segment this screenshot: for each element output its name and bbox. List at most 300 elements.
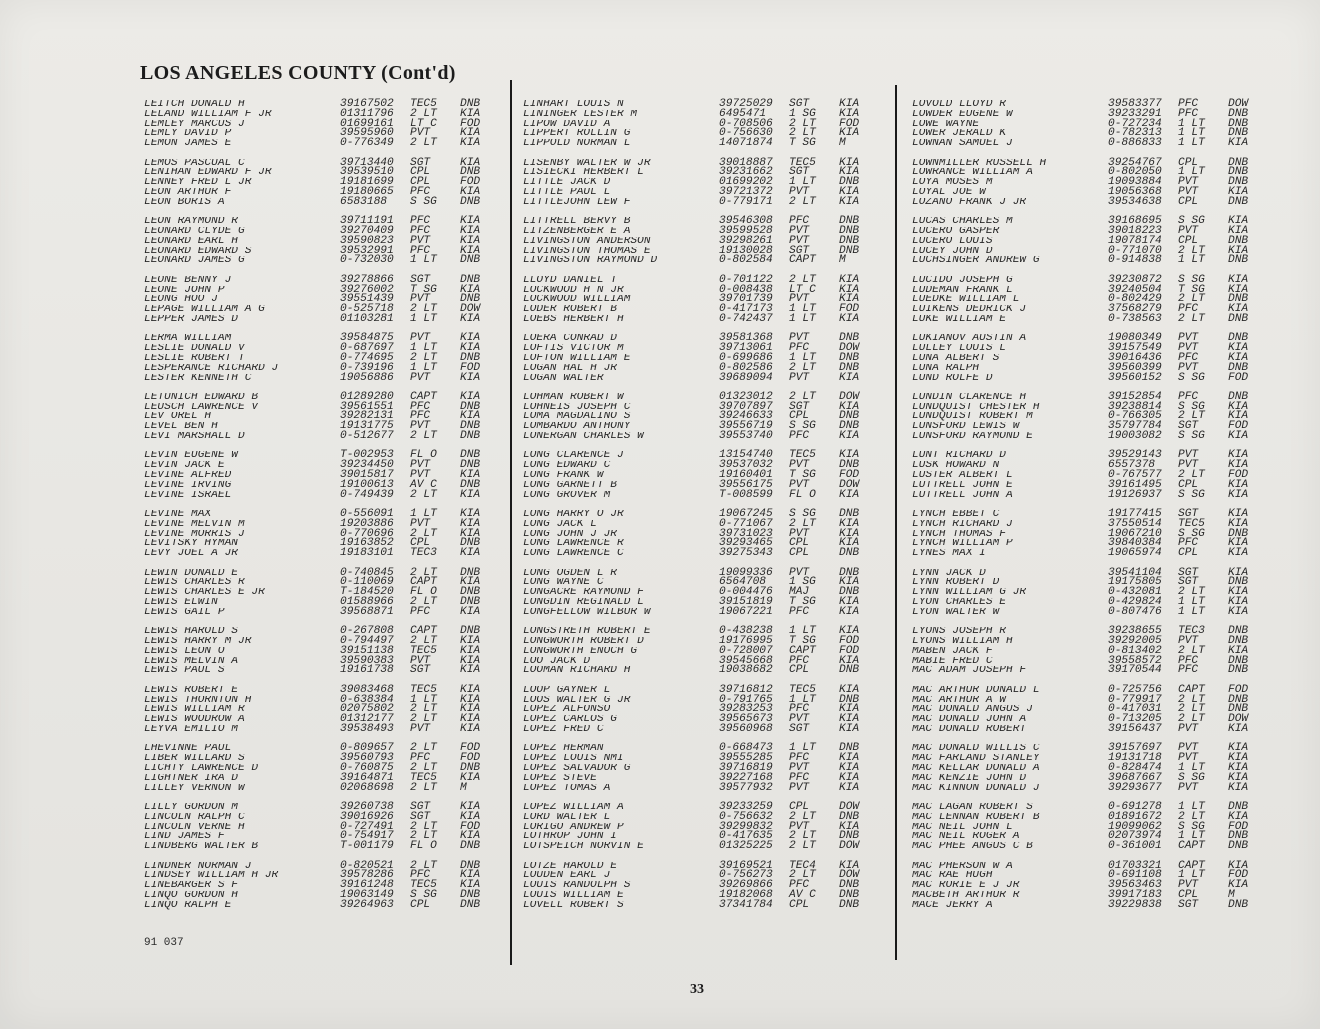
entry-serial-number: 19160401 — [719, 469, 773, 482]
entry-name: LODER ROBERT B — [523, 305, 617, 315]
roster-entry — [523, 898, 883, 911]
entry-name: LOTHROP JOHN I — [523, 832, 617, 843]
entry-status: KIA — [1228, 781, 1249, 794]
entry-name: LUDEMAN FRANK L — [912, 285, 1013, 296]
entry-name: LOERA CONRAD D — [523, 334, 617, 345]
entry-name: LUTTRELL JOHN E — [912, 480, 1013, 491]
entry-name: LIPOW DAVID A — [523, 119, 611, 130]
roster-entry — [912, 744, 1272, 754]
roster-entry — [523, 273, 883, 286]
entry-name: LITTRELL BERVY B — [523, 217, 631, 227]
entry-name: LEWIS GAIL P — [144, 607, 225, 618]
entry-name: LONGSTRETH ROBERT E — [523, 627, 651, 637]
entry-status: FOD — [460, 176, 481, 189]
roster-group — [912, 100, 1272, 149]
entry-serial-number: 39599528 — [719, 224, 773, 237]
entry-status: KIA — [839, 371, 860, 384]
entry-name: LONG JOHN J JR — [523, 529, 617, 540]
entry-name: LEMLY DAVID P — [144, 129, 232, 140]
entry-serial-number: 37341784 — [719, 898, 773, 911]
roster-group — [144, 156, 504, 208]
entry-status: DNB — [460, 166, 481, 179]
entry-name: LUCERO LOUIS — [912, 236, 993, 247]
entry-rank: 2 LT — [1178, 469, 1205, 482]
entry-serial-number: 39018223 — [1108, 224, 1162, 237]
entry-status: KIA — [1228, 879, 1249, 892]
entry-status: DNB — [1228, 195, 1249, 208]
entry-serial-number: 19065974 — [1108, 547, 1162, 560]
entry-name: LULLEY LOUIS L — [912, 344, 1006, 354]
entry-rank: CPL — [789, 547, 810, 560]
entry-name: LLOYD DANIEL T — [523, 275, 617, 286]
entry-serial-number: 01699202 — [719, 176, 773, 189]
roster-entry — [912, 412, 1272, 422]
roster-entry — [523, 627, 883, 637]
entry-status: FOD — [1228, 469, 1249, 482]
entry-status: DNB — [460, 888, 481, 901]
entry-status: KIA — [460, 771, 481, 784]
roster-group — [912, 566, 1272, 618]
entry-status: KIA — [460, 224, 481, 237]
entry-serial-number: 19175805 — [1108, 576, 1162, 589]
entry-rank: PFC — [1178, 107, 1199, 120]
entry-serial-number: 0-556091 — [340, 508, 394, 521]
entry-rank: S SG — [410, 195, 437, 208]
roster-entry — [523, 842, 883, 852]
roster-group — [144, 683, 504, 735]
entry-rank: SGT — [1178, 508, 1199, 521]
entry-status: DNB — [1228, 117, 1249, 130]
entry-status: DNB — [839, 888, 860, 901]
entry-serial-number: 39581368 — [719, 332, 773, 345]
entry-serial-number: 19203886 — [340, 517, 394, 530]
roster-entry — [912, 371, 1272, 384]
entry-name: LORD WALTER L — [523, 812, 611, 823]
entry-status: DNB — [839, 898, 860, 911]
roster-entry — [144, 539, 504, 549]
roster-entry — [144, 156, 504, 169]
entry-serial-number: 19067221 — [719, 605, 773, 618]
entry-rank: PFC — [789, 879, 810, 892]
entry-status: DOW — [1228, 713, 1249, 726]
entry-name: LOWER JERALD K — [912, 129, 1006, 140]
roster-group — [144, 800, 504, 853]
entry-name: LYNN WILLIAM G JR — [912, 588, 1027, 599]
roster-entry — [144, 432, 504, 442]
entry-rank: S SG — [1178, 430, 1205, 443]
roster-entry — [144, 881, 504, 891]
entry-serial-number: 39701739 — [719, 293, 773, 306]
entry-name: MAC DONALD ROBERT — [912, 724, 1027, 735]
entry-serial-number: 39246633 — [719, 410, 773, 423]
entry-serial-number: T-001179 — [340, 840, 394, 853]
entry-serial-number: 39083468 — [340, 683, 394, 696]
roster-entry — [523, 129, 883, 139]
entry-status: DNB — [839, 234, 860, 247]
entry-rank: 2 LT — [789, 390, 816, 403]
entry-status: KIA — [460, 683, 481, 696]
entry-serial-number: 19056368 — [1108, 185, 1162, 198]
entry-status: KIA — [460, 800, 481, 813]
entry-name: LINDBERG WALTER B — [144, 842, 259, 852]
entry-serial-number: 0-687697 — [340, 342, 394, 355]
entry-name: LEONARD JAMES G — [144, 256, 245, 267]
entry-status: KIA — [839, 527, 860, 540]
entry-serial-number: 39229838 — [1108, 898, 1162, 911]
entry-serial-number: 19099336 — [719, 566, 773, 579]
entry-serial-number: 0-791765 — [719, 693, 773, 706]
entry-serial-number: 0-742437 — [719, 312, 773, 325]
roster-group — [523, 627, 883, 676]
entry-serial-number: 0-725756 — [1108, 683, 1162, 696]
roster-group — [523, 217, 883, 266]
entry-status: KIA — [460, 469, 481, 482]
entry-name: LEMLEY MARCUS J — [144, 119, 245, 130]
entry-name: LOFTIS VICTOR M — [523, 344, 624, 354]
entry-serial-number: 0-820521 — [340, 859, 394, 872]
roster-entry — [144, 256, 504, 266]
roster-entry — [523, 256, 883, 266]
entry-name: LOWE WAYNE — [912, 119, 980, 130]
entry-status: KIA — [839, 781, 860, 794]
entry-rank: PVT — [410, 127, 431, 140]
entry-rank: PFC — [1178, 98, 1199, 110]
roster-entry — [912, 683, 1272, 696]
entry-name: LENNEY FRED L JR — [144, 178, 252, 188]
entry-status: KIA — [460, 605, 481, 618]
entry-serial-number: 01311796 — [340, 107, 394, 120]
entry-rank: FL O — [410, 586, 437, 599]
entry-serial-number: 13154740 — [719, 449, 773, 462]
entry-status: DNB — [1228, 156, 1249, 169]
entry-status: KIA — [1228, 478, 1249, 491]
roster-group — [912, 683, 1272, 735]
entry-serial-number: 02073974 — [1108, 830, 1162, 843]
roster-entry — [144, 754, 504, 764]
entry-serial-number: 39546308 — [719, 215, 773, 228]
entry-status: DNB — [1228, 625, 1249, 638]
entry-serial-number: 35797784 — [1108, 420, 1162, 433]
roster-entry — [523, 539, 883, 549]
roster-entry — [523, 754, 883, 764]
entry-serial-number: 0-760875 — [340, 761, 394, 774]
entry-serial-number: 6564708 — [719, 576, 766, 589]
entry-status: KIA — [1228, 488, 1249, 501]
entry-rank: PFC — [789, 342, 810, 355]
entry-rank: 1 LT — [789, 312, 816, 325]
entry-status: KIA — [839, 537, 860, 550]
entry-rank: 1 LT — [410, 361, 437, 374]
entry-name: LEWIS ROBERT E — [144, 685, 238, 696]
entry-serial-number: 0-417635 — [719, 830, 773, 843]
entry-serial-number: 0-802429 — [1108, 293, 1162, 306]
entry-serial-number: 39293465 — [719, 537, 773, 550]
entry-status: KIA — [839, 283, 860, 296]
entry-name: MAC KELLAR DONALD A — [912, 763, 1040, 774]
entry-name: LISIECKI HERBERT L — [523, 168, 644, 179]
entry-status: DNB — [460, 449, 481, 462]
entry-serial-number: 0-732030 — [340, 254, 394, 267]
entry-name: LEVEL BEN H — [144, 422, 218, 433]
entry-name: MAC NEIL JOHN L — [912, 822, 1013, 833]
entry-rank: PVT — [1178, 781, 1199, 794]
entry-serial-number: 39169521 — [719, 859, 773, 872]
entry-name: MAC RAE HUGH — [912, 871, 993, 882]
entry-name: LONG WAYNE C — [523, 578, 604, 589]
entry-rank: 2 LT — [410, 430, 437, 443]
roster-entry — [523, 139, 883, 149]
entry-rank: 2 LT — [410, 488, 437, 501]
entry-status: KIA — [1228, 185, 1249, 198]
entry-name: LEONARD EDWARD S — [144, 246, 252, 257]
roster-entry — [523, 588, 883, 598]
entry-rank: 2 LT — [410, 820, 437, 833]
entry-serial-number: 19093884 — [1108, 176, 1162, 189]
entry-rank: PVT — [1178, 459, 1199, 472]
entry-status: DNB — [839, 224, 860, 237]
entry-serial-number: 39577932 — [719, 781, 773, 794]
entry-rank: PFC — [789, 654, 810, 667]
entry-rank: 1 LT — [1178, 830, 1205, 843]
entry-name: LYONS JOSEPH R — [912, 627, 1006, 637]
entry-serial-number: 0-708506 — [719, 117, 773, 130]
entry-rank: T SG — [410, 283, 437, 296]
roster-entry — [912, 256, 1272, 266]
entry-status: DNB — [839, 176, 860, 189]
entry-name: LYNES MAX I — [912, 549, 986, 560]
entry-status: KIA — [460, 517, 481, 530]
entry-rank: 1 LT — [410, 254, 437, 267]
entry-status: DNB — [1228, 664, 1249, 677]
entry-serial-number: 0-008438 — [719, 283, 773, 296]
roster-entry — [144, 800, 504, 813]
entry-serial-number: 39018887 — [719, 156, 773, 169]
entry-status: DNB — [839, 547, 860, 560]
entry-name: LOPEZ FRED C — [523, 724, 604, 735]
roster-entry — [523, 510, 883, 520]
entry-serial-number: 39161248 — [340, 879, 394, 892]
roster-entry — [523, 820, 883, 833]
roster-entry — [144, 517, 504, 530]
roster-entry — [144, 761, 504, 774]
roster-group — [523, 510, 883, 559]
entry-status: KIA — [839, 722, 860, 735]
entry-rank: PVT — [410, 654, 431, 667]
entry-status: KIA — [460, 244, 481, 257]
entry-name: LUNA RALPH — [912, 363, 980, 374]
roster-entry — [912, 810, 1272, 823]
entry-status: KIA — [1228, 566, 1249, 579]
entry-rank: CAPT — [789, 644, 816, 657]
entry-name: LOPEZ WILLIAM A — [523, 802, 624, 813]
entry-status: KIA — [460, 156, 481, 169]
roster-entry — [523, 488, 883, 501]
entry-status: DNB — [1228, 312, 1249, 325]
entry-serial-number: 39541104 — [1108, 566, 1162, 579]
entry-rank: CPL — [1178, 156, 1199, 169]
entry-rank: 1 LT — [410, 312, 437, 325]
entry-rank: PFC — [789, 703, 810, 716]
roster-entry — [912, 644, 1272, 657]
entry-rank: 2 LT — [410, 351, 437, 364]
entry-rank: FL O — [789, 488, 816, 501]
entry-status: FOD — [460, 361, 481, 374]
roster-entry — [144, 451, 504, 461]
entry-name: LOPEZ HERMAN — [523, 744, 604, 755]
entry-name: LOWRANCE WILLIAM A — [912, 168, 1033, 179]
roster-entry — [144, 578, 504, 588]
entry-status: DNB — [460, 859, 481, 872]
entry-serial-number: 0-727491 — [340, 820, 394, 833]
entry-status: KIA — [460, 312, 481, 325]
entry-status: KIA — [1228, 459, 1249, 472]
entry-status: FOD — [460, 752, 481, 765]
entry-status: DNB — [839, 693, 860, 706]
entry-name: LEVI MARSHALL D — [144, 432, 245, 442]
entry-serial-number: 02068698 — [340, 781, 394, 794]
roster-entry — [144, 305, 504, 315]
entry-rank: TEC3 — [410, 547, 437, 560]
entry-status: DNB — [460, 537, 481, 550]
roster-entry — [912, 461, 1272, 471]
page-title: LOS ANGELES COUNTY (Cont'd) — [140, 62, 456, 84]
entry-name: LEON RAYMOND R — [144, 217, 238, 227]
entry-name: LEVINE MELVIN M — [144, 519, 245, 530]
entry-name: MAC DONALD ANGUS J — [912, 705, 1033, 716]
entry-rank: PVT — [410, 517, 431, 530]
roster-entry — [912, 771, 1272, 784]
entry-status: KIA — [1228, 547, 1249, 560]
entry-name: LEMON JAMES E — [144, 139, 232, 149]
entry-rank: PVT — [789, 781, 810, 794]
entry-status: FOD — [839, 644, 860, 657]
entry-name: LETUNICH EDWARD B — [144, 392, 259, 403]
entry-name: LONGDIN REGINALD L — [523, 598, 644, 608]
roster-entry — [144, 224, 504, 237]
entry-name: LYNN JACK D — [912, 568, 986, 579]
entry-serial-number: 19078174 — [1108, 234, 1162, 247]
roster-entry — [912, 156, 1272, 169]
roster-entry — [523, 283, 883, 296]
entry-serial-number: 19130028 — [719, 244, 773, 257]
entry-rank: PVT — [1178, 449, 1199, 462]
entry-serial-number: 0-417173 — [719, 303, 773, 316]
entry-serial-number: 39157697 — [1108, 742, 1162, 755]
entry-name: LUSTER ALBERT L — [912, 471, 1013, 481]
entry-serial-number: 19099062 — [1108, 820, 1162, 833]
entry-name: LIND JAMES F — [144, 832, 225, 843]
entry-name: LOFTON WILLIAM E — [523, 353, 631, 364]
entry-status: DOW — [839, 869, 860, 882]
entry-name: LEPPER JAMES D — [144, 314, 238, 325]
entry-rank: PVT — [789, 478, 810, 491]
entry-serial-number: 0-802050 — [1108, 166, 1162, 179]
roster-entry — [523, 517, 883, 530]
entry-rank: 2 LT — [1178, 703, 1205, 716]
roster-group — [144, 273, 504, 325]
roster-entry — [144, 234, 504, 247]
roster-entry — [523, 195, 883, 208]
entry-serial-number: 0-779917 — [1108, 693, 1162, 706]
entry-name: LUNDIN CLARENCE H — [912, 392, 1027, 403]
roster-entry — [912, 488, 1272, 501]
roster-entry — [523, 888, 883, 901]
entry-status: DNB — [839, 830, 860, 843]
entry-rank: TEC3 — [1178, 625, 1205, 638]
entry-name: LONG EDWARD C — [523, 461, 611, 472]
roster-group — [144, 566, 504, 618]
entry-status: DNB — [460, 400, 481, 413]
entry-serial-number: 0-740845 — [340, 566, 394, 579]
entry-rank: S SG — [1178, 273, 1205, 286]
roster-group — [144, 744, 504, 793]
entry-serial-number: 19163852 — [340, 537, 394, 550]
entry-rank: SGT — [410, 800, 431, 813]
entry-status: FOD — [460, 742, 481, 755]
entry-name: LEWIS WOODROW A — [144, 715, 245, 725]
entry-name: LUCERO GASPER — [912, 226, 1000, 237]
entry-name: MAC NEIL ROGER A — [912, 832, 1020, 843]
entry-status: M — [460, 781, 467, 794]
roster-entry — [144, 832, 504, 842]
entry-rank: 2 LT — [410, 830, 437, 843]
entry-serial-number: 0-417031 — [1108, 703, 1162, 716]
entry-rank: PVT — [1178, 176, 1199, 189]
roster-entry — [912, 361, 1272, 374]
entry-name: MAC KENZIE JOHN D — [912, 773, 1027, 784]
roster-group — [144, 859, 504, 911]
entry-name: LUIKENS DEDRICK J — [912, 305, 1027, 315]
entry-serial-number: 0-770696 — [340, 527, 394, 540]
entry-rank: CAPT — [789, 254, 816, 267]
roster-entry — [912, 800, 1272, 813]
roster-entry — [912, 888, 1272, 901]
entry-status: KIA — [460, 508, 481, 521]
entry-status: DNB — [460, 478, 481, 491]
roster-entry — [523, 771, 883, 784]
entry-rank: 2 LT — [1178, 644, 1205, 657]
roster-entry — [144, 549, 504, 559]
entry-rank: SGT — [410, 156, 431, 169]
entry-serial-number: 39590823 — [340, 234, 394, 247]
entry-status: KIA — [460, 342, 481, 355]
roster-entry — [912, 139, 1272, 149]
entry-rank: 2 LT — [410, 107, 437, 120]
entry-status: KIA — [839, 430, 860, 443]
roster-entry — [523, 344, 883, 354]
roster-entry — [912, 422, 1272, 432]
entry-name: LUNDQUIST ROBERT M — [912, 412, 1033, 423]
entry-serial-number: 6557378 — [1108, 459, 1155, 472]
entry-rank: 2 LT — [1178, 244, 1205, 257]
entry-rank: PFC — [789, 215, 810, 228]
roster-group — [912, 744, 1272, 793]
entry-serial-number: 37568279 — [1108, 303, 1162, 316]
entry-name: LOVOLD LLOYD R — [912, 100, 1006, 110]
roster-entry — [912, 234, 1272, 247]
entry-status: KIA — [460, 869, 481, 882]
entry-status: DNB — [839, 508, 860, 521]
entry-name: LEV OREL H — [144, 412, 212, 423]
roster-group — [523, 451, 883, 500]
roster-entry — [523, 761, 883, 774]
roster-entry — [912, 273, 1272, 286]
entry-status: DNB — [1228, 332, 1249, 345]
roster-entry — [144, 217, 504, 227]
entry-rank: 1 LT — [789, 351, 816, 364]
entry-name: LEWIS THORNTON H — [144, 695, 252, 706]
entry-name: LEITCH DONALD H — [144, 100, 245, 110]
